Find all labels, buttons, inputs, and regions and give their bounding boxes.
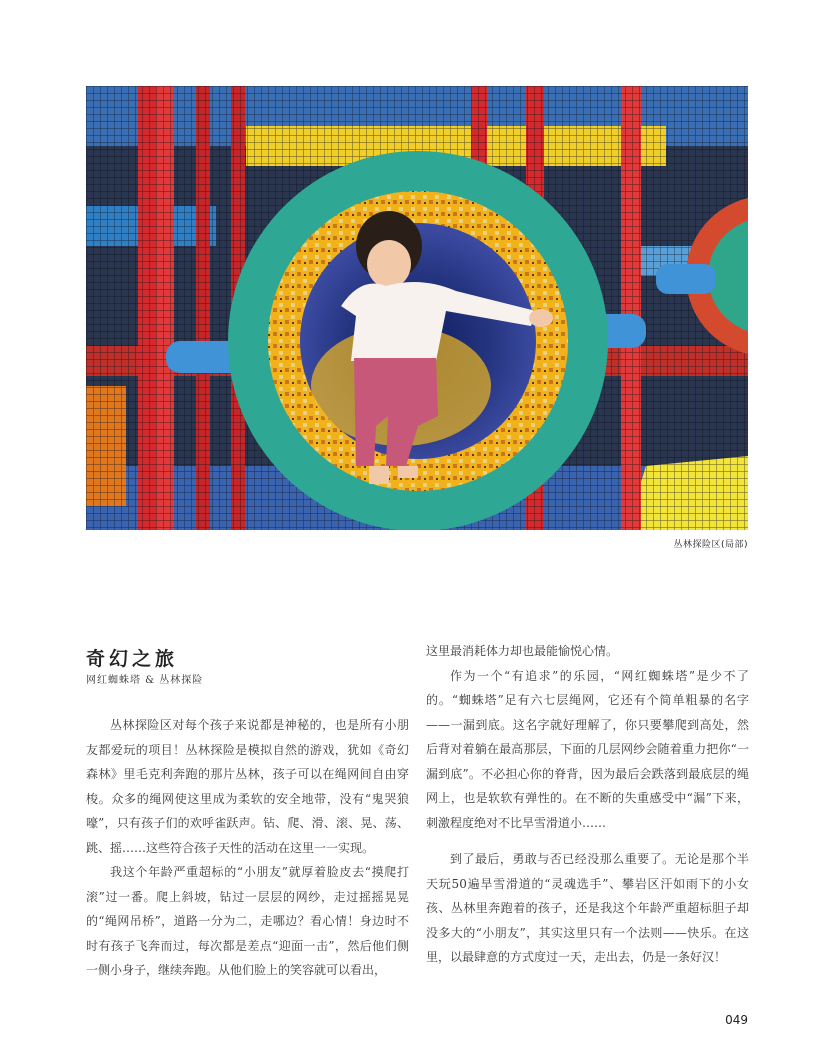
- paragraph: 丛林探险区对每个孩子来说都是神秘的，也是所有小朋友都爱玩的项目！丛林探险是模拟自然的游戏，犹如《奇幻森林》里毛克利奔跑的那片丛林，孩子可以在绳网间自由穿梭。众多的绳网使这里成为柔软的安全地带，没有“鬼哭狼嚎”，只有孩子们的欢呼雀跃声。钻、爬、滑、滚、晃、荡、跳、摇……这些符合孩子天性的活动在这里一一实现。: [86, 718, 409, 855]
- section-subtitle: 网红蜘蛛塔 & 丛林探险: [86, 675, 204, 686]
- paragraph: 作为一个“有追求”的乐园，“网红蜘蛛塔”是少不了的。“蜘蛛塔”足有六七层绳网，它还有个简单粗暴的名字——一漏到底。这名字就好理解了，你只要攀爬到高处，然后背对着躺在最高那层，下面的几层网纱会随着重力把你“一漏到底”。不必担心你的脊背，因为最后会跌落到最底层的绳网上，也是软软有弹性的。在不断的失重感受中“漏”下来，刺激程度绝对不比旱雪滑道小……: [426, 668, 749, 830]
- paragraph: 我这个年龄严重超标的“小朋友”就厚着脸皮去“摸爬打滚”过一番。爬上斜坡，钻过一层层的网纱，走过摇摇晃晃的“绳网吊桥”，道路一分为二，走哪边？看心情！身边时不时有孩子飞奔而过，每次都是差点“迎面一击”，然后他们侧一侧小身子，继续奔跑。从他们脸上的笑容就可以看出，: [86, 865, 409, 977]
- section-title: 奇幻之旅: [86, 648, 179, 670]
- playground-photo: [86, 86, 748, 530]
- left-column: [86, 713, 409, 983]
- page-number: 049: [725, 1013, 748, 1027]
- photo-caption: 丛林探险区(局部): [673, 540, 748, 550]
- paragraph: 到了最后，勇敢与否已经没那么重要了。无论是那个半天玩50遍旱雪滑道的“灵魂选手”、攀岩区汗如雨下的小女孩、丛林里奔跑着的孩子，还是我这个年龄严重超标胆子却没多大的“小朋友”，其实这里只有一个法则——快乐。在这里，以最肆意的方式度过一天，走出去，仍是一条好汉！: [426, 852, 749, 964]
- playground-photo-icon: [86, 86, 748, 530]
- right-column: [426, 639, 749, 970]
- paragraph: 这里最消耗体力却也最能愉悦心情。: [426, 644, 619, 658]
